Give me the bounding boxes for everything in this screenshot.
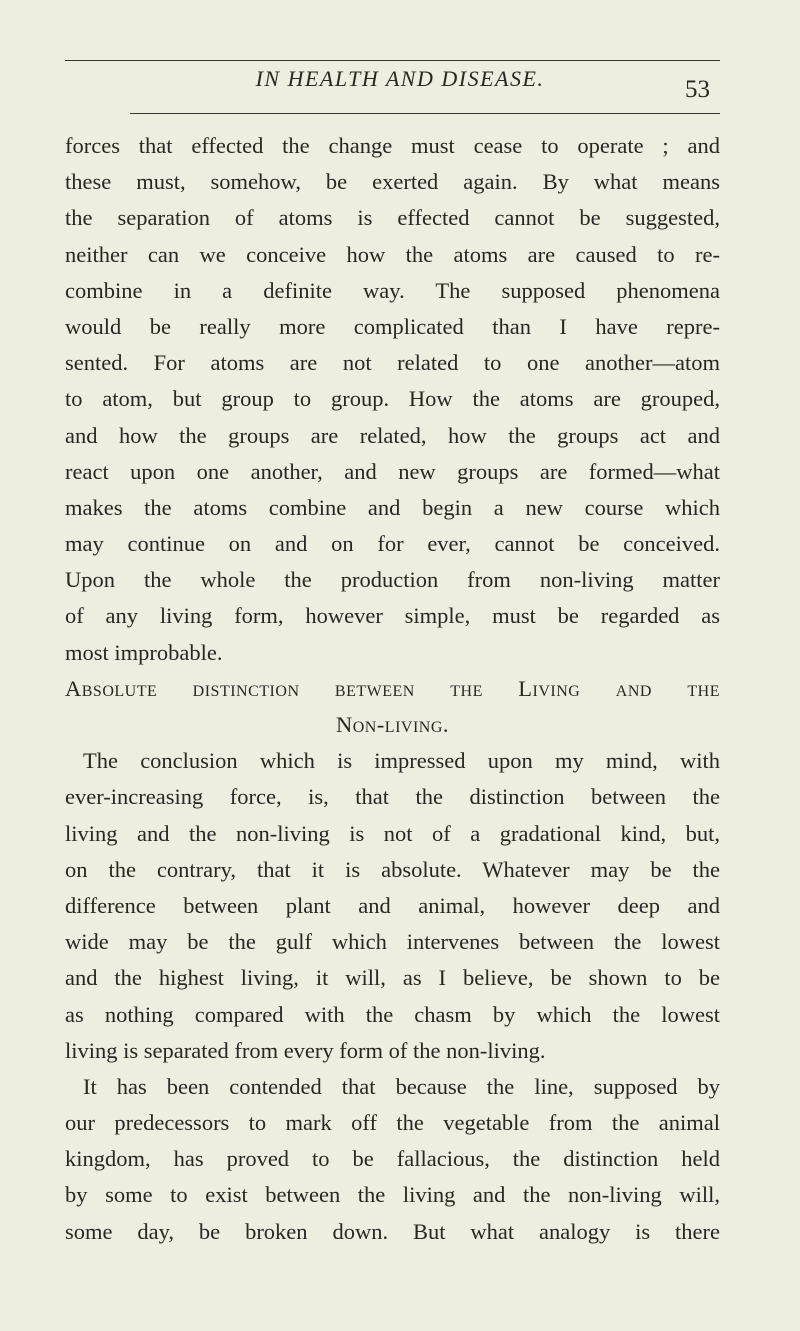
- header-rule-top: [65, 60, 720, 61]
- text-line: the separation of atoms is effected cannot be suggested,: [65, 205, 720, 231]
- body-text: [65, 128, 720, 1250]
- text-line: Upon the whole the production from non-living matter: [65, 567, 720, 593]
- section-heading-continued: Non-living.: [335, 712, 450, 737]
- text-line: living is separated from every form of the non-living.: [65, 1037, 546, 1063]
- header-rule-bottom: [130, 113, 720, 114]
- text-line: difference between plant and animal, however deep and: [65, 892, 720, 918]
- text-line: as nothing compared with the chasm by which the lowest: [65, 1001, 720, 1027]
- text-line: sented. For atoms are not related to one another—atom: [65, 350, 720, 376]
- text-line: of any living form, however simple, must be regarded as: [65, 603, 720, 629]
- text-line: combine in a definite way. The supposed phenomena: [65, 277, 720, 303]
- text-line: forces that effected the change must cease to operate ; and: [65, 133, 720, 158]
- text-line: to atom, but group to group. How the atoms are grouped,: [65, 386, 720, 412]
- text-line: react upon one another, and new groups are formed—what: [65, 458, 720, 484]
- text-line: and the highest living, it will, as I believe, be shown to be: [65, 965, 720, 991]
- text-line: most improbable.: [65, 639, 223, 665]
- text-line: living and the non-living is not of a gradational kind, but,: [65, 820, 720, 846]
- text-line: wide may be the gulf which intervenes between the lowest: [65, 929, 720, 955]
- text-line: by some to exist between the living and the non-living will,: [65, 1182, 720, 1208]
- text-line: ever-increasing force, is, that the distinction between the: [65, 784, 720, 810]
- text-line: The conclusion which is impressed upon my mind, with: [83, 748, 720, 774]
- page-number: 53: [685, 76, 710, 103]
- text-line: neither can we conceive how the atoms are caused to re-: [65, 241, 720, 267]
- text-line: It has been contended that because the line, supposed by: [83, 1073, 720, 1099]
- text-line: these must, somehow, be exerted again. By what means: [65, 169, 720, 195]
- running-header-title: IN HEALTH AND DISEASE.: [255, 66, 545, 91]
- text-line: some day, be broken down. But what analogy is there: [65, 1218, 720, 1244]
- text-line: makes the atoms combine and begin a new course which: [65, 494, 720, 520]
- text-line: would be really more complicated than I have repre-: [65, 313, 720, 339]
- text-line: kingdom, has proved to be fallacious, the distinction held: [65, 1146, 720, 1172]
- section-heading: Absolute distinction between the Living and the: [65, 675, 720, 701]
- text-line: may continue on and on for ever, cannot be conceived.: [65, 531, 720, 557]
- text-line: our predecessors to mark off the vegetable from the animal: [65, 1110, 720, 1136]
- text-line: on the contrary, that it is absolute. Whatever may be the: [65, 856, 720, 882]
- text-line: and how the groups are related, how the groups act and: [65, 422, 720, 448]
